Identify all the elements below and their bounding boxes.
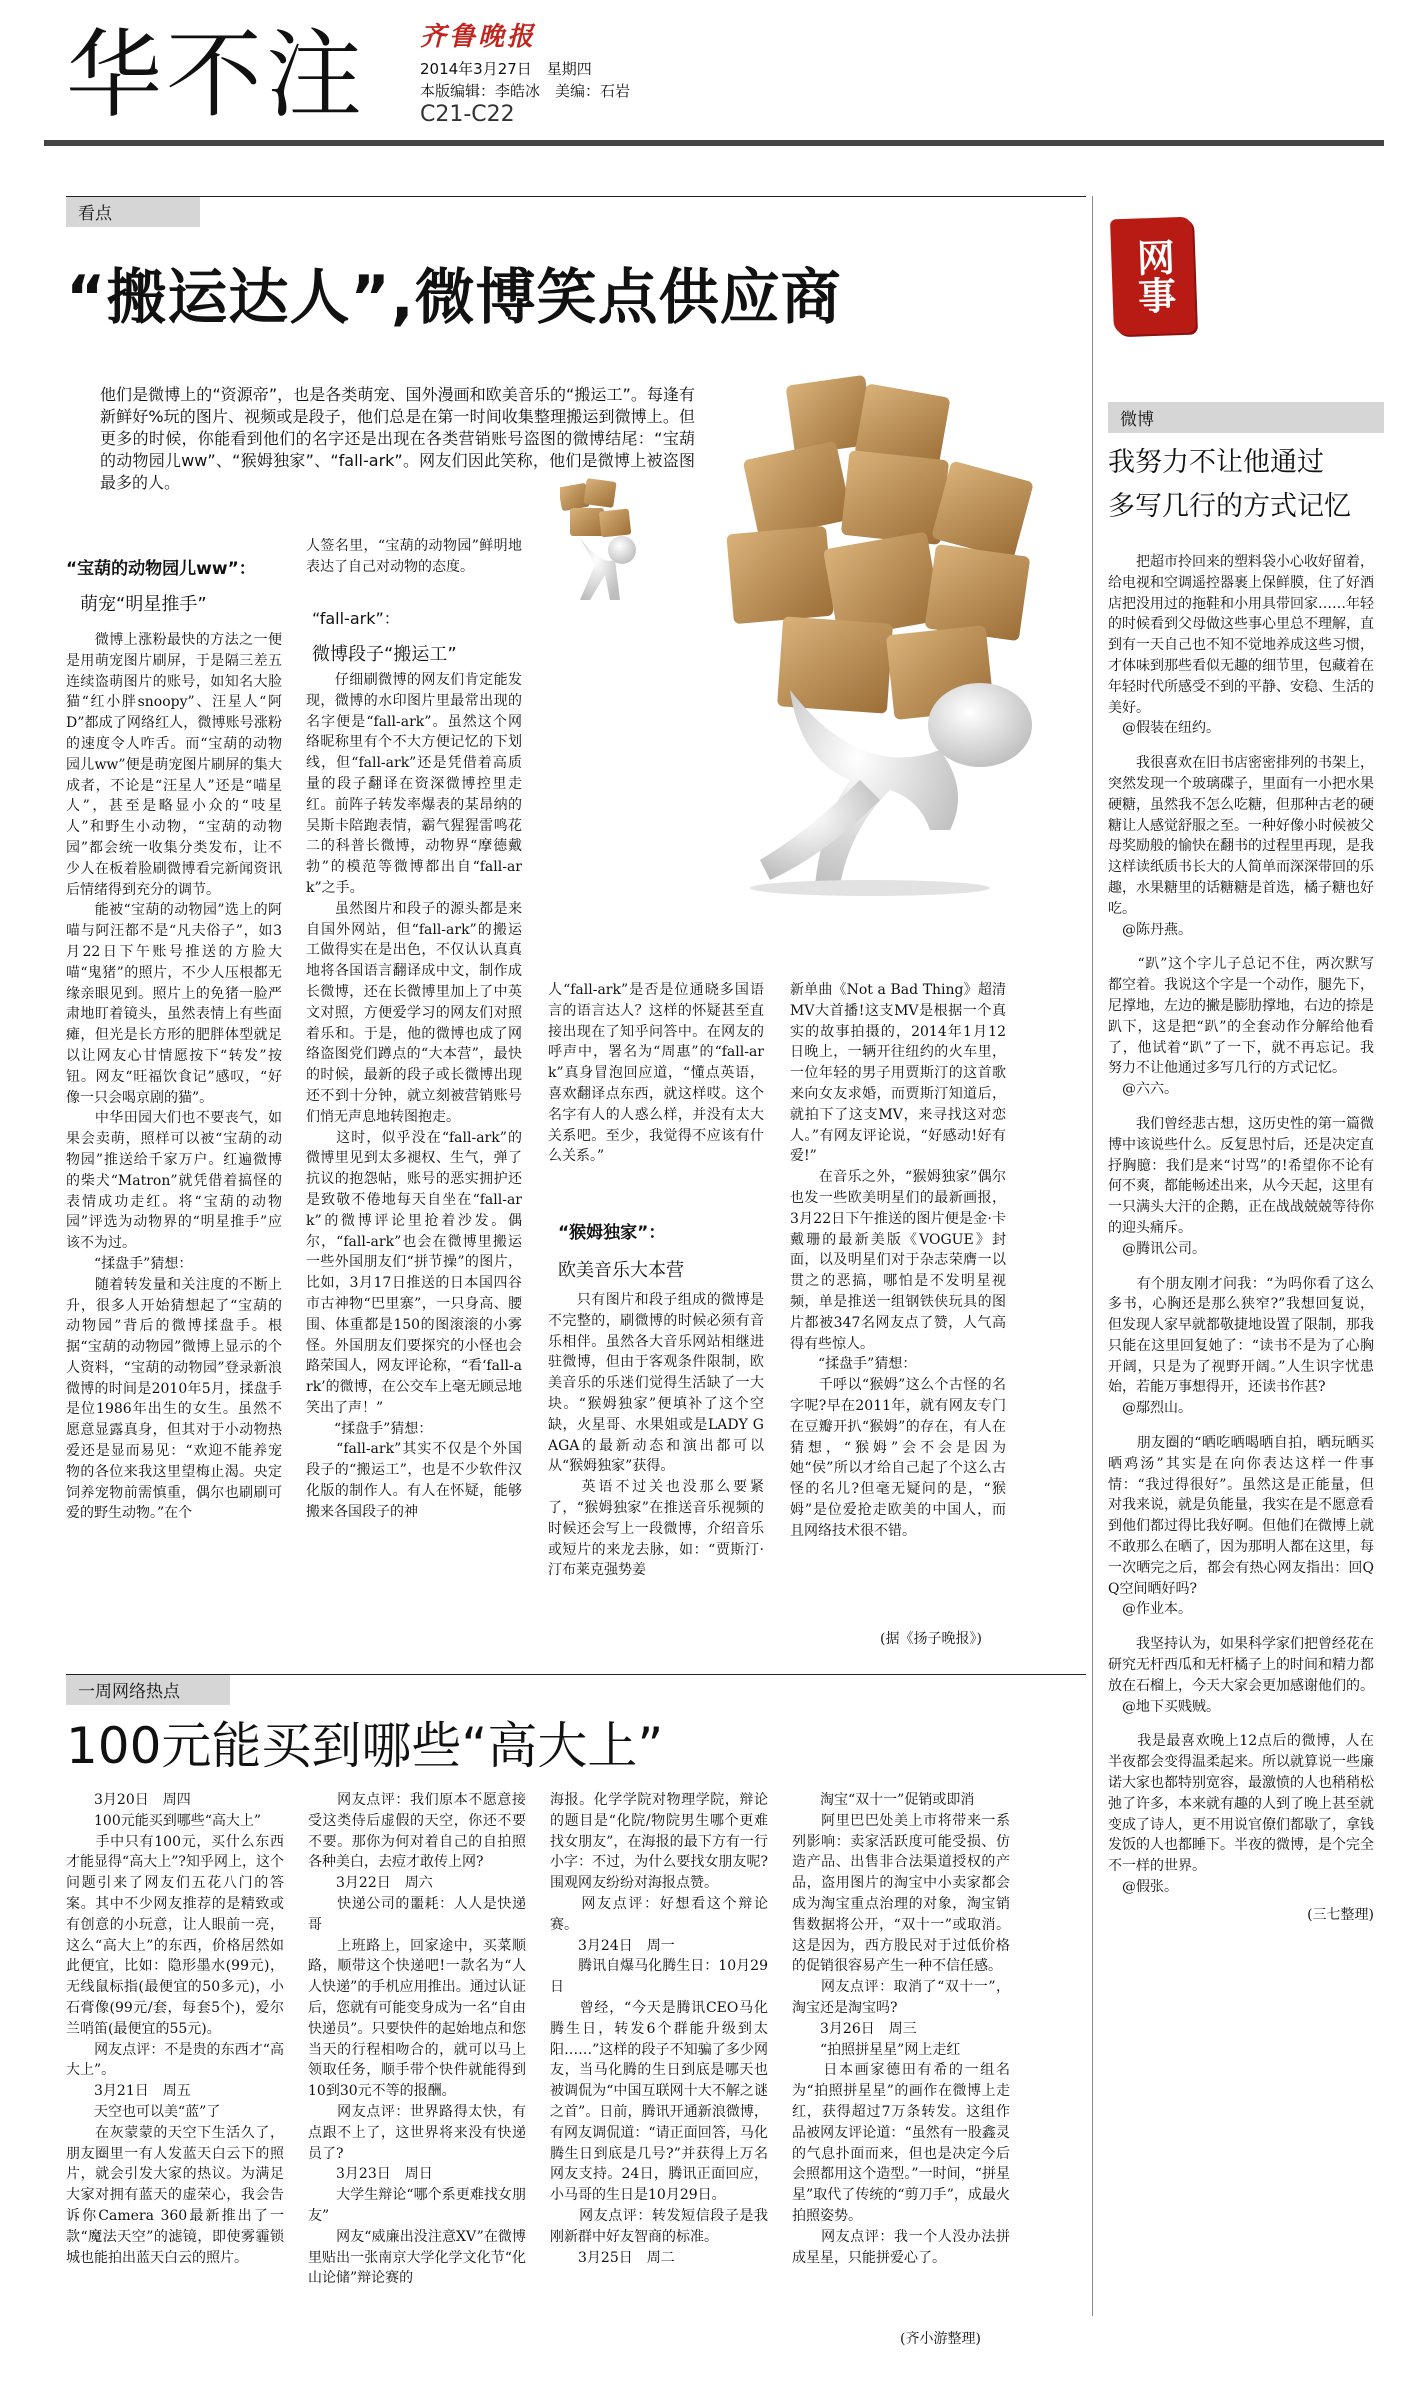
paper-name-logo: 齐鲁晚报: [420, 22, 537, 52]
lead-intro: 他们是微博上的“资源帝”，也是各类萌宠、国外漫画和欧美音乐的“搬运工”。每逢有新鲜好%玩的图片、视频或是段子，他们总是在第一时间收集整理搬运到微博上。但更多的时候，你能看到他们的名字还是出现在各类营销账号盗图的微博结尾：“宝葫的动物园儿ww”、“猴姆独家”、“fall-ark”。网友们因此笑称，他们是微博上被盗图最多的人。: [100, 385, 695, 492]
post-text: 把超市拎回来的塑料袋小心收好留着，给电视和空调遥控器裹上保鲜膜，住了好酒店把没用过的拖鞋和小用具带回家……年轻的时候看到父母做这些事心里总不理解，直到有一天自己也不知不觉地养成这些习惯，才体味到那些看似无趣的细节里，包藏着在年轻时代所感受不到的平静、安稳、生活的美好。: [1108, 554, 1374, 716]
sub2-subtitle: 微博段子“搬运工”: [312, 644, 457, 665]
post-text: 我很喜欢在旧书店密密排列的书架上，突然发现一个玻璃碟子，里面有一小把水果硬糖，虽然我不怎么吃糖，但那种古老的硬糖让人感觉舒服之至。一种好像小时候被父母奖励般的愉快在翻书的过程里再现，是我这样读纸质书长大的人简单而深深带回的乐趣，水果糖里的话糖糖是首选，橘子糖也好吃。: [1108, 755, 1374, 917]
side-headline-line1: 我努力不让他通过: [1108, 447, 1324, 478]
post-author: @假装在纽约。: [1122, 720, 1220, 737]
bottom-col4-text: 淘宝“双十一”促销或即消 阿里巴巴处美上市将带来一系列影响：卖家活跃度可能受损、仿造产品、出售非合法渠道授权的产品，盗用图片的淘宝中小卖家都会成为淘宝重点治理的对象，淘宝销售数据将公开，“双十一”或取消。这是因为，西方股民对于过低价格的促销很容易产生一种不信任感。 网友点评：取消了“双十一”，淘宝还是淘宝吗? 3月26日 周三 “拍照拼星星”网上走红 日本画家德田有希的一组名为“拍照拼星星”的画作在微博上走红，获得超过7万条转发。这组作品被网友评论道：“虽然有一股鑫灵的气息扑面而来，但也是决定今后会照都用这个造型。”一时间，“拼星星”取代了传统的“剪刀手”，成最火拍照姿势。 网友点评：我一个人没办法拼成星星，只能拼爱心了。: [792, 1792, 1010, 2266]
lead-headline: “搬运达人”,微博笑点供应商: [66, 263, 842, 333]
masthead-rule: [44, 140, 1384, 146]
side-headline-line2: 多写几行的方式记忆: [1108, 491, 1351, 522]
sub3-subtitle: 欧美音乐大本营: [558, 1260, 684, 1281]
lead-byline: (据《扬子晚报》): [880, 1631, 982, 1647]
bottom-tag-rule: [66, 1674, 1086, 1675]
badge-text: 网事: [1129, 237, 1178, 315]
lead-col4-text: 新单曲《Not a Bad Thing》超清MV大首播!这支MV是根据一个真实的故事拍摄的，2014年1月12日晚上，一辆开往纽约的火车里，一位年轻的男子用贾斯汀的这首歌来向女友求婚，而贾斯汀知道后，就拍下了这支MV，来寻找这对恋人。”有网友评论说，“好感动!好有爱!” 在音乐之外，“猴姆独家”偶尔也发一些欧美明星们的最新画报，3月22日下午推送的图片便是金·卡戴珊的最新美版《VOGUE》封面，以及明星们对于杂志荣膺一以贯之的恶搞，哪怕是不发明星视频，单是推送一组钢铁侠玩具的图片都被347名网友点了赞，人气高得有些惊人。 “揉盘手”猜想： 千呼以“猴姆”这么个古怪的名字呢?早在2011年，就有网友专门在豆瓣开扒“猴姆”的存在，有人在猜想，“猴姆”会不会是因为她“侯”所以才给自己起了个这么古怪的名儿?但毫无疑问的是，“猴姆”是位爱抢走欧美的中国人，而且网络技术很不错。: [790, 982, 1006, 1539]
column-divider-vertical: [1092, 196, 1093, 2316]
post-text: 我坚持认为，如果科学家们把曾经花在研究无杆西瓜和无杆橘子上的时间和精力都放在石榴上，今天大家会更加感谢他们的。: [1108, 1636, 1374, 1694]
post: [1108, 552, 1374, 739]
post-text: 我是最喜欢晚上12点后的微博，人在半夜都会变得温柔起来。所以就算说一些廉诺大家也都特别宽容，最激愤的人也稍稍松弛了许多，本来就有趣的人到了晚上甚至就变成了诗人，更不用说官僚们都歇了，拿钱发饭的人也都睡下。半夜的微博，是个完全不一样的世界。: [1108, 1733, 1374, 1875]
box-pile: [726, 375, 1034, 720]
man-carrying-boxes-illustration: [560, 360, 1100, 900]
post-author: @地下买贱贼。: [1122, 1698, 1220, 1715]
editor-line: 本版编辑：李皓冰 美编：石岩: [420, 82, 631, 100]
page-numbers: C21-C22: [420, 102, 515, 127]
side-posts: [1108, 552, 1374, 1924]
section-title: 华不注: [66, 19, 366, 131]
bottom-tag: 一周网络热点: [66, 1674, 230, 1705]
post: [1108, 1274, 1374, 1420]
lead-tag: 看点: [66, 196, 200, 227]
post-author: @作业本。: [1122, 1601, 1192, 1618]
post-author: @六六。: [1122, 1081, 1178, 1098]
bottom-col3-text: 海报。化学学院对物理学院，辩论的题目是“化院/物院男生哪个更难找女朋友”，在海报的最下方有一行小字：不过，为什么要找女朋友呢?围观网友纷纷对海报点赞。 网友点评：好想看这个辩论赛。 3月24日 周一 腾讯自爆马化腾生日：10月29日 曾经，“今天是腾讯CEO马化腾生日，转发6个群能升级到太阳……”这样的段子不知骗了多少网友，当马化腾的生日到底是哪天也被调侃为“中国互联网十大不解之谜之首”。日前，腾讯开通新浪微博，有网友调侃道：“请正面回答，马化腾生日到底是几号?”并获得上万名网友支持。24日，腾讯正面回应，小马哥的生日是10月29日。 网友点评：转发短信段子是我刚新群中好友智商的标准。 3月25日 周二: [550, 1792, 768, 2266]
post: [1108, 1731, 1374, 1897]
bottom-col1-text: 3月20日 周四 100元能买到哪些“高大上” 手中只有100元，买什么东西才能显得“高大上”?知乎网上，这个问题引来了网友们五花八门的答案。其中不少网友推荐的是精致或有创意的小玩意，让人眼前一亮，这么“高大上”的东西，价格居然如此便宜，比如：隐形墨水(99元)，无线鼠标指(最便宜的50多元)，小石膏像(99元/套，每套5个)，爱尔兰哨笛(最便宜的55元)。 网友点评：不是贵的东西才“高大上”。 3月21日 周五 天空也可以美“蓝”了 在灰蒙蒙的天空下生活久了，朋友圈里一有人发蓝天白云下的照片，就会引发大家的热议。为满足大家对拥有蓝天的虚荣心，我会告诉你Camera 360最新推出了一款“魔法天空”的滤镜，即使雾霾锁城也能拍出蓝天白云的照片。: [66, 1792, 284, 2266]
bottom-byline: (齐小游整理): [900, 2331, 981, 2347]
post-author: @鄢烈山。: [1122, 1400, 1192, 1417]
post-author: @腾讯公司。: [1122, 1240, 1206, 1257]
post: [1108, 954, 1374, 1100]
lead-tag-rule: [66, 196, 1086, 197]
bottom-headline: 100元能买到哪些“高大上”: [66, 1717, 664, 1775]
post-text: 我们曾经悲古想，这历史性的第一篇微博中该说些什么。反复思忖后，还是决定直抒胸臆：我们是来“讨骂”的!希望你不论有何不爽，都能畅述出来，从今天起，这里有一只满头大汗的企鹅，正在战战兢兢等待你的迎头痛斥。: [1108, 1115, 1374, 1236]
post-text: 朋友圈的“晒吃晒喝晒自拍，晒玩晒买晒鸡汤”其实是在向你表达这样一件事情：“我过得很好”。虽然这是正能量，但对我来说，就是负能量，我实在是不愿意看到他们都过得比我好啊。但他们在微博上就不敢那么在晒了，因为那明人都在这里，每一次晒完之后，都会有热心网友指出：回QQ空间晒好吗?: [1108, 1435, 1374, 1597]
lead-col2-text: 仔细刷微博的网友们肯定能发现，微博的水印图片里最常出现的名字便是“fall-ark”。虽然这个网络昵称里有个不大方便记忆的下划线，但“fall-ark”还是凭借着高质量的段子翻译在资深微博控里走红。前阵子转发率爆表的某昂纳的吴斯卡陪跑表情，霸气猩猩雷鸣花二的科普长微博，动物界“摩德戴勃”的模范等微博都出自“fall-ark”之手。 虽然图片和段子的源头都是来自国外网站，但“fall-ark”的搬运工做得实在是出色，不仅认认真真地将各国语言翻译成中文，制作成长微博，还在长微博里加上了中英文对照，方便爱学习的网友们对照着乐和。于是，他的微博也成了网络盗图党们蹲点的“大本营”，最快的时候，最新的段子或长微博出现还不到十分钟，就立刻被营销账号们悄无声息地转图抱走。 这时，似乎没在“fall-ark”的微博里见到太多褪权、生气，弹了抗议的抱怨帖，账号的恶实拥护还是致敬不倦地每天自坐在“fall-ark”的微博评论里抢着沙发。偶尔，“fall-ark”也会在微博里搬运一些外国朋友们“拼节操”的图片，比如，3月17日推送的日本国四谷市古神物“巴里寨”，一只身高、腰围、体重都是150的图滚滚的小雾怪。外国朋友们要探究的小怪也会路荣国人，网友评论称，“看‘fall-ark’的微博，在公交车上毫无顾忌地笑出了声！” “揉盘手”猜想： “fall-ark”其实不仅是个外国段子的“搬运工”，也是不少软件汉化版的制作人。有人在怀疑，能够搬来各国段子的神: [306, 672, 522, 1520]
post-author: @假张。: [1122, 1879, 1178, 1896]
post: [1108, 1114, 1374, 1260]
lead-col2a-text: 人签名里，“宝葫的动物园”鲜明地表达了自己对动物的态度。: [306, 538, 522, 575]
post: [1108, 1634, 1374, 1717]
lead-col3-text: 人“fall-ark”是否是位通晓多国语言的语言达人？这样的怀疑甚至直接出现在了知乎问答中。在网友的呼声中，署名为“周惠”的“fall-ark”真身冒泡回应道，“懂点英语，喜欢翻译点东西，就这样哎。这个名字有人的人惑么样，并没有太大关系吧。至少，我觉得不应该有什么关系。”: [548, 982, 764, 1165]
bottom-col2-text: 网友点评：我们原本不愿意接受这类侍后虚假的天空，你还不要不要。那你为何对着自己的自拍照各种美白，去痘才敢传上网? 3月22日 周六 快递公司的噩耗：人人是快递哥 上班路上，回家途中，买菜顺路，顺带这个快递吧!一款名为“人人快递”的手机应用推出。通过认证后，您就有可能变身成为一名“自由快递员”。只要快件的起始地点和您当天的行程相吻合的，就可以马上领取任务，顺手带个快件就能得到10到30元不等的报酬。 网友点评：世界路得太快，有点跟不上了，这世界将来没有快递员了? 3月23日 周日 大学生辩论“哪个系更难找女朋友” 网友“威廉出没注意XV”在微博里贴出一张南京大学化学文化节“化山论储”辩论赛的: [308, 1792, 526, 2287]
post: [1108, 1433, 1374, 1620]
side-footer: (三七整理): [1307, 1906, 1374, 1923]
post-text: “趴”这个字儿子总记不住，两次默写都空着。我说这个字是一个动作，腿先下，尼撑地，左边的撇是膨肋撑地，右边的捺是趴下，这是把“趴”的全套动作分解给他看了，他试着“趴”了一下，就不再忘记。我努力不让他通过多写几行的方式记忆。: [1108, 956, 1374, 1077]
side-tag: 微博: [1108, 402, 1384, 433]
sub1-title: “宝葫的动物园儿ww”：: [66, 559, 256, 579]
post: [1108, 753, 1374, 940]
red-seal-badge: [1110, 217, 1196, 336]
lead-col3b-text: 只有图片和段子组成的微博是不完整的，刷微博的时候必须有音乐相伴。虽然各大音乐网站相继进驻微博，但由于客观条件限制，欧美音乐的乐迷们觉得生活缺了一大块。“猴姆独家”便填补了这个空缺，火星哥、水果姐或是LADY GAGA的最新动态和演出都可以从“猴姆独家”获得。 英语不过关也没那么要紧了，“猴姆独家”在推送音乐视频的时候还会写上一段微博，介绍音乐或短片的来龙去脉，如：“贾斯汀·汀布莱克强势姜: [548, 1292, 764, 1579]
lead-col1-text: 微博上涨粉最快的方法之一便是用萌宠图片刷屏，于是隔三差五连续盗萌图片的账号，如知名大脸猫“红小胖snoopy”、汪星人“阿D”都成了网络红人，微博账号涨粉的速度令人咋舌。而“宝葫的动物园儿ww”便是萌宠图片刷屏的集大成者，不论是“汪星人”还是“喵星人”，甚至是略显小众的“吱星人”和野生小动物，“宝葫的动物园”都会统一收集分类发布，让不少人在板着脸刷微博看完新闻资讯后情绪得到充分的调节。 能被“宝葫的动物园”选上的阿喵与阿汪都不是“凡夫俗子”，如3月22日下午账号推送的方脸大喵“鬼猪”的照片，不少人压根都无缘亲眼见到。照片上的免猪一脸严肃地盯着镜头，虽然表情上有些面瘫，但光是长方形的肥胖体型就足以让网友心甘情愿按下“转发”按钮。网友“旺福饮食记”感叹，“好像一只会喝京剧的猫”。 中华田园大们也不要丧气，如果会卖萌，照样可以被“宝葫的动物园”推送给千家万户。红遍微博的柴犬“Matron”就凭借着搞怪的表情成功走红。将“宝葫的动物园”评选为动物界的“明星推手”应该不为过。 “揉盘手”猜想： 随着转发量和关注度的不断上升，很多人开始猜想起了“宝葫的动物园”背后的微博揉盘手。根据“宝葫的动物园”微博上显示的个人资料，“宝葫的动物园”登录新浪微博的时间是2010年5月，揉盘手是位1986年出生的女生。虽然不愿意显露真身，但其对于小动物热爱还是显而易见：“欢迎不能养宠物的各位来我这里望梅止渴。央定饲养宠物前需慎重，偶尔也刷刷可爱的野生动物。”在个: [66, 632, 282, 1522]
small-figure: [560, 478, 636, 600]
sub1-subtitle: 萌宠“明星推手”: [80, 594, 207, 615]
post-author: @陈丹燕。: [1122, 921, 1192, 938]
sub2-title: “fall-ark”：: [312, 609, 400, 628]
post-text: 有个朋友刚才问我：“为吗你看了这么多书，心胸还是那么狭窄?”我想回复说，但发现人家早就都敬捷地设置了限制，那我只能在这里回复她了：“读书不是为了心胸开阔，只是为了视野开阔。”人生识字忧患始，若能万事想得开，还读书作甚?: [1108, 1275, 1374, 1396]
date-line: 2014年3月27日 星期四: [420, 60, 592, 78]
sub3-title: “猴姆独家”：: [558, 1223, 666, 1243]
